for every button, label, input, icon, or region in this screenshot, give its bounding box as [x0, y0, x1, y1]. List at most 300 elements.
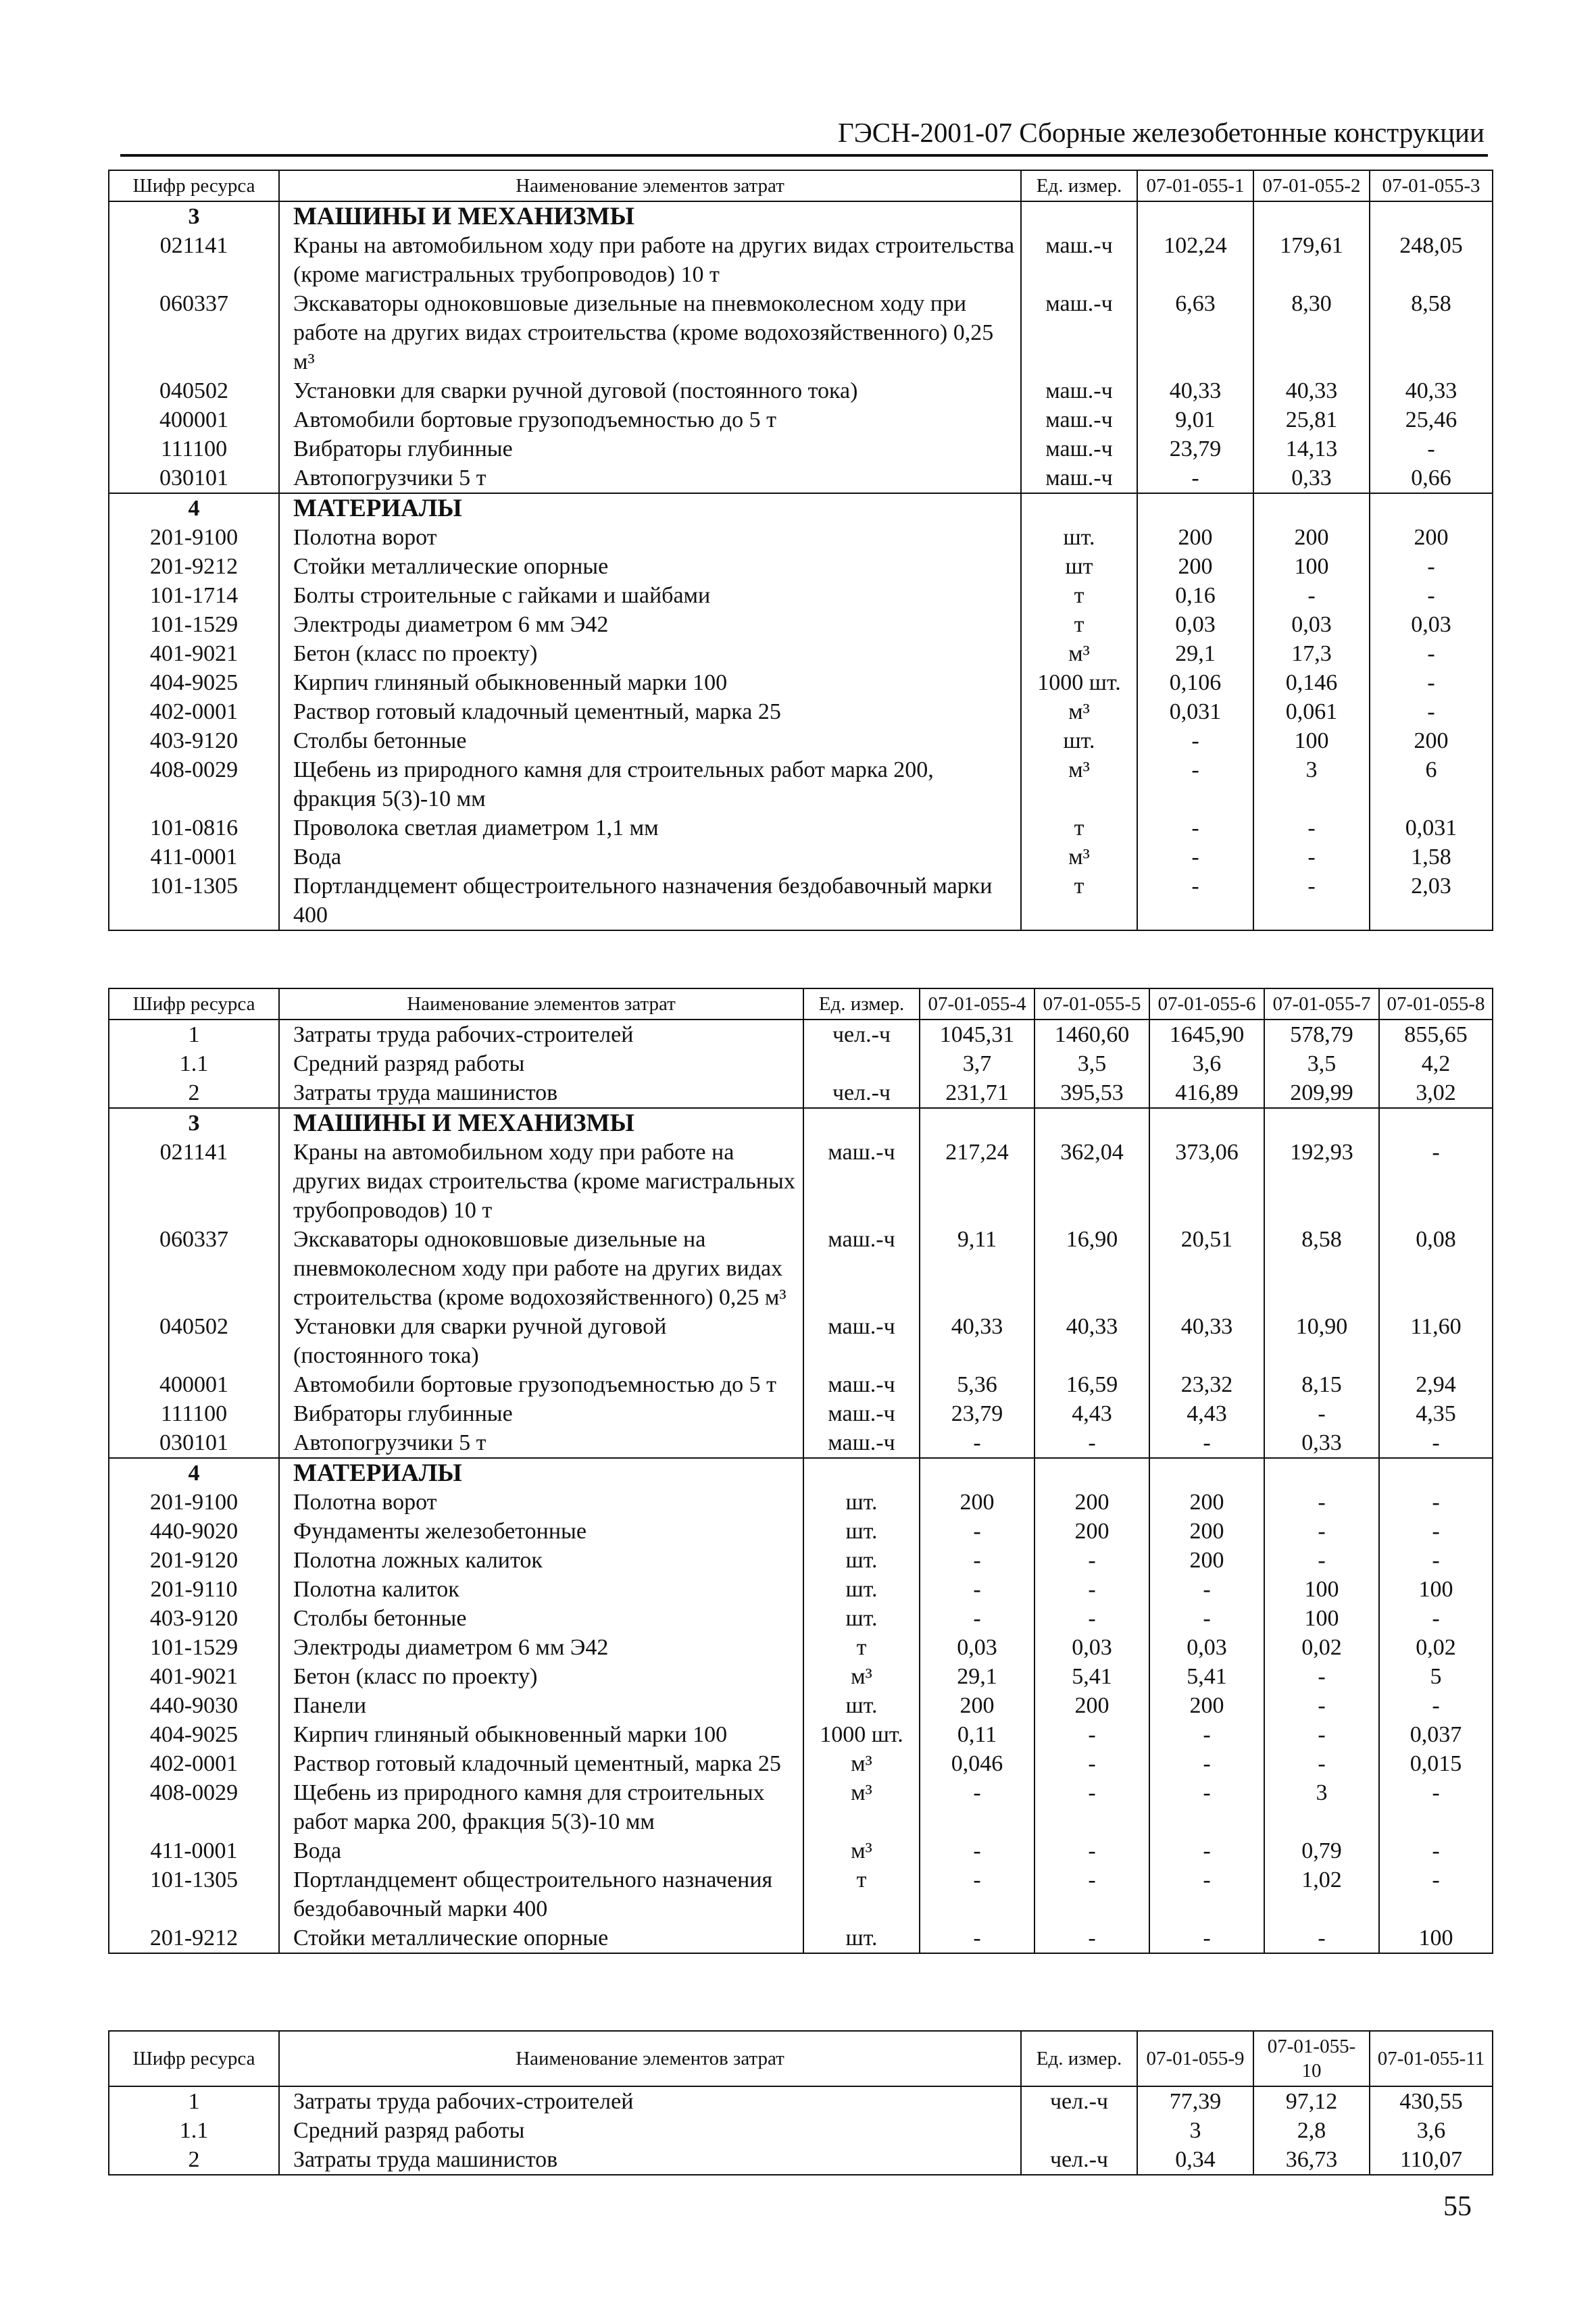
value-cell: 3,5 [1264, 1049, 1379, 1078]
value-cell: 16,59 [1034, 1370, 1149, 1399]
value-cell [1264, 1458, 1379, 1488]
table-row [109, 1225, 1493, 1312]
unit-cell: м³ [803, 1836, 920, 1865]
table-row [109, 1633, 1493, 1662]
resource-code-cell: 021141 [109, 231, 279, 289]
value-cell: 855,65 [1379, 1020, 1493, 1049]
unit-cell: м³ [1021, 639, 1137, 668]
column-header: Шифр ресурса [109, 988, 279, 1020]
value-cell: 200 [1034, 1691, 1149, 1720]
table-row [109, 1020, 1493, 1049]
value-cell: - [920, 1546, 1034, 1575]
table-row [109, 726, 1493, 755]
cost-name-cell: Полотна ворот [279, 1488, 803, 1517]
value-cell: - [920, 1923, 1034, 1953]
table-row [109, 1370, 1493, 1399]
resource-code-cell: 2 [109, 1078, 279, 1108]
cost-name-cell: Затраты труда рабочих-строителей [279, 2086, 1021, 2116]
value-cell: - [1149, 1865, 1264, 1923]
unit-cell [803, 1049, 920, 1078]
table-row [109, 872, 1493, 930]
value-cell: 416,89 [1149, 1078, 1264, 1108]
resource-code-cell: 404-9025 [109, 1720, 279, 1749]
column-header: Наименование элементов затрат [279, 170, 1021, 201]
table-row [109, 1749, 1493, 1778]
value-cell: 2,03 [1370, 872, 1493, 930]
value-cell: 16,90 [1034, 1225, 1149, 1312]
table-row [109, 2086, 1493, 2116]
value-cell: 209,99 [1264, 1078, 1379, 1108]
resource-code-cell: 404-9025 [109, 668, 279, 697]
value-cell: - [1149, 1720, 1264, 1749]
unit-cell: т [1021, 813, 1137, 842]
value-cell: 578,79 [1264, 1020, 1379, 1049]
value-cell: 100 [1253, 726, 1370, 755]
cost-name-cell: Кирпич глиняный обыкновенный марки 100 [279, 668, 1021, 697]
resource-code-cell: 030101 [109, 463, 279, 493]
value-cell: 40,33 [920, 1312, 1034, 1370]
table-row [109, 463, 1493, 493]
value-cell [1137, 201, 1253, 231]
header-rule [120, 154, 1488, 157]
value-cell: 20,51 [1149, 1225, 1264, 1312]
value-cell: 0,11 [920, 1720, 1034, 1749]
value-cell: 200 [1370, 523, 1493, 552]
value-cell: - [1379, 1865, 1493, 1923]
value-cell: - [1137, 726, 1253, 755]
column-header: 07-01-055-10 [1253, 2031, 1370, 2086]
value-cell: - [1034, 1865, 1149, 1923]
table-row [109, 1546, 1493, 1575]
value-cell: 1,02 [1264, 1865, 1379, 1923]
table-row [109, 639, 1493, 668]
resource-code-cell: 401-9021 [109, 1662, 279, 1691]
value-cell: 395,53 [1034, 1078, 1149, 1108]
table-row [109, 1662, 1493, 1691]
column-header: Ед. измер. [803, 988, 920, 1020]
table-row [109, 1399, 1493, 1428]
value-cell: 1645,90 [1149, 1020, 1264, 1049]
value-cell: 430,55 [1370, 2086, 1493, 2116]
value-cell: - [1034, 1604, 1149, 1633]
cost-name-cell: Болты строительные с гайками и шайбами [279, 581, 1021, 610]
unit-cell: шт. [803, 1691, 920, 1720]
column-header: 07-01-055-11 [1370, 2031, 1493, 2086]
unit-cell: т [1021, 610, 1137, 639]
resource-code-cell: 021141 [109, 1138, 279, 1225]
table-row [109, 289, 1493, 376]
table-row [109, 697, 1493, 726]
value-cell: 4,2 [1379, 1049, 1493, 1078]
value-cell: 100 [1379, 1923, 1493, 1953]
value-cell: 77,39 [1137, 2086, 1253, 2116]
value-cell: 6 [1370, 755, 1493, 813]
cost-name-cell: Раствор готовый кладочный цементный, марка 25 [279, 697, 1021, 726]
value-cell: 200 [1149, 1488, 1264, 1517]
value-cell: 0,03 [1034, 1633, 1149, 1662]
cost-name-cell: Установки для сварки ручной дуговой (постоянного тока) [279, 1312, 803, 1370]
unit-cell: маш.-ч [1021, 231, 1137, 289]
resource-code-cell: 060337 [109, 1225, 279, 1312]
value-cell: 3 [1253, 755, 1370, 813]
value-cell: - [1379, 1778, 1493, 1836]
value-cell: 0,03 [1149, 1633, 1264, 1662]
value-cell: 1,58 [1370, 842, 1493, 872]
resource-code-cell: 101-1305 [109, 1865, 279, 1923]
value-cell: - [1253, 581, 1370, 610]
value-cell [1379, 1458, 1493, 1488]
value-cell: 0,03 [1253, 610, 1370, 639]
table-row [109, 813, 1493, 842]
cost-name-cell: Установки для сварки ручной дуговой (постоянного тока) [279, 376, 1021, 405]
cost-name-cell: Щебень из природного камня для строительных работ марка 200, фракция 5(3)-10 мм [279, 1778, 803, 1836]
value-cell: - [1149, 1836, 1264, 1865]
unit-cell [1021, 493, 1137, 523]
resource-code-cell: 060337 [109, 289, 279, 376]
value-cell: 200 [1149, 1691, 1264, 1720]
value-cell: 2,8 [1253, 2116, 1370, 2145]
value-cell: - [1253, 872, 1370, 930]
value-cell: - [1149, 1575, 1264, 1604]
cost-name-cell: Электроды диаметром 6 мм Э42 [279, 610, 1021, 639]
value-cell: - [1034, 1778, 1149, 1836]
resource-table-1 [108, 170, 1493, 931]
value-cell: 8,58 [1264, 1225, 1379, 1312]
cost-name-cell: Экскаваторы одноковшовые дизельные на пневмоколесном ходу при работе на других видах строительства (кроме водохозяйственного) 0,25 м³ [279, 289, 1021, 376]
unit-cell: маш.-ч [1021, 405, 1137, 434]
cost-name-cell: Кирпич глиняный обыкновенный марки 100 [279, 1720, 803, 1749]
cost-name-cell: Бетон (класс по проекту) [279, 1662, 803, 1691]
cost-name-cell: Краны на автомобильном ходу при работе на других видах строительства (кроме магистральных трубопроводов) 10 т [279, 231, 1021, 289]
resource-code-cell: 4 [109, 1458, 279, 1488]
value-cell: 25,46 [1370, 405, 1493, 434]
table-row [109, 842, 1493, 872]
column-header: 07-01-055-4 [920, 988, 1034, 1020]
value-cell: - [1034, 1575, 1149, 1604]
cost-name-cell: Затраты труда машинистов [279, 2145, 1021, 2175]
column-header: Ед. измер. [1021, 2031, 1137, 2086]
unit-cell: чел.-ч [1021, 2086, 1137, 2116]
resource-code-cell: 101-0816 [109, 813, 279, 842]
value-cell: 100 [1264, 1604, 1379, 1633]
resource-code-cell: 403-9120 [109, 1604, 279, 1633]
value-cell: - [1379, 1138, 1493, 1225]
value-cell: 102,24 [1137, 231, 1253, 289]
value-cell: 100 [1379, 1575, 1493, 1604]
value-cell: 0,03 [1370, 610, 1493, 639]
value-cell: 8,15 [1264, 1370, 1379, 1399]
value-cell: - [920, 1836, 1034, 1865]
resource-code-cell: 402-0001 [109, 697, 279, 726]
table-row [109, 405, 1493, 434]
value-cell: 200 [1253, 523, 1370, 552]
resource-code-cell: 400001 [109, 405, 279, 434]
unit-cell: т [1021, 872, 1137, 930]
resource-code-cell: 201-9212 [109, 1923, 279, 1953]
value-cell: 5,36 [920, 1370, 1034, 1399]
resource-code-cell: 111100 [109, 434, 279, 463]
value-cell: - [1253, 813, 1370, 842]
value-cell: 40,33 [1370, 376, 1493, 405]
resource-code-cell: 101-1714 [109, 581, 279, 610]
table-row [109, 1778, 1493, 1836]
value-cell: - [1370, 552, 1493, 581]
value-cell [1370, 493, 1493, 523]
value-cell: - [1034, 1749, 1149, 1778]
column-header: 07-01-055-1 [1137, 170, 1253, 201]
cost-name-cell: Полотна калиток [279, 1575, 803, 1604]
value-cell: - [1149, 1749, 1264, 1778]
value-cell: 9,01 [1137, 405, 1253, 434]
value-cell: - [1137, 755, 1253, 813]
value-cell: - [1034, 1720, 1149, 1749]
value-cell [1264, 1108, 1379, 1138]
value-cell: - [1264, 1923, 1379, 1953]
unit-cell: т [803, 1865, 920, 1923]
table-row [109, 1923, 1493, 1953]
cost-name-cell: Затраты труда машинистов [279, 1078, 803, 1108]
value-cell: 0,02 [1264, 1633, 1379, 1662]
value-cell: 0,037 [1379, 1720, 1493, 1749]
resource-code-cell: 1.1 [109, 1049, 279, 1078]
resource-code-cell: 403-9120 [109, 726, 279, 755]
page-number: 55 [1443, 2191, 1472, 2222]
resource-code-cell: 440-9020 [109, 1517, 279, 1546]
value-cell: 29,1 [920, 1662, 1034, 1691]
table-row [109, 1575, 1493, 1604]
table-row [109, 1604, 1493, 1633]
unit-cell [1021, 201, 1137, 231]
unit-cell: маш.-ч [803, 1428, 920, 1458]
unit-cell: м³ [1021, 842, 1137, 872]
unit-cell: м³ [803, 1778, 920, 1836]
table-row [109, 581, 1493, 610]
value-cell [1379, 1108, 1493, 1138]
resource-code-cell: 3 [109, 201, 279, 231]
resource-code-cell: 408-0029 [109, 1778, 279, 1836]
unit-cell: маш.-ч [803, 1225, 920, 1312]
table-header-row [109, 2031, 1493, 2086]
cost-name-cell: Столбы бетонные [279, 726, 1021, 755]
value-cell: 23,79 [920, 1399, 1034, 1428]
table-row [109, 523, 1493, 552]
value-cell: - [1370, 639, 1493, 668]
cost-name-cell: Вода [279, 1836, 803, 1865]
value-cell: - [1370, 581, 1493, 610]
value-cell: 373,06 [1149, 1138, 1264, 1225]
resource-code-cell: 101-1529 [109, 610, 279, 639]
section-title-cell: МАТЕРИАЛЫ [279, 493, 1021, 523]
value-cell: 23,79 [1137, 434, 1253, 463]
table-header-row [109, 170, 1493, 201]
value-cell: - [1379, 1488, 1493, 1517]
resource-code-cell: 400001 [109, 1370, 279, 1399]
value-cell: 200 [920, 1488, 1034, 1517]
value-cell: 0,02 [1379, 1633, 1493, 1662]
cost-name-cell: Полотна ворот [279, 523, 1021, 552]
table-header-row [109, 988, 1493, 1020]
value-cell: 0,061 [1253, 697, 1370, 726]
table-row [109, 434, 1493, 463]
unit-cell: м³ [1021, 755, 1137, 813]
value-cell: - [1370, 668, 1493, 697]
resource-table-3 [108, 2030, 1493, 2175]
value-cell: 0,106 [1137, 668, 1253, 697]
table-row [109, 2145, 1493, 2175]
value-cell: - [1264, 1691, 1379, 1720]
unit-cell: м³ [803, 1662, 920, 1691]
value-cell: 17,3 [1253, 639, 1370, 668]
value-cell: 4,43 [1034, 1399, 1149, 1428]
resource-code-cell: 101-1529 [109, 1633, 279, 1662]
table-row [109, 1049, 1493, 1078]
value-cell: 0,08 [1379, 1225, 1493, 1312]
unit-cell: шт. [803, 1575, 920, 1604]
value-cell: 248,05 [1370, 231, 1493, 289]
cost-name-cell: Панели [279, 1691, 803, 1720]
value-cell: 0,34 [1137, 2145, 1253, 2175]
section-row [109, 1108, 1493, 1138]
table-row [109, 1865, 1493, 1923]
unit-cell: 1000 шт. [803, 1720, 920, 1749]
value-cell: - [1034, 1836, 1149, 1865]
resource-code-cell: 201-9120 [109, 1546, 279, 1575]
resource-code-cell: 1 [109, 2086, 279, 2116]
unit-cell: чел.-ч [803, 1078, 920, 1108]
value-cell: 231,71 [920, 1078, 1034, 1108]
resource-code-cell: 1 [109, 1020, 279, 1049]
value-cell: - [920, 1778, 1034, 1836]
value-cell: - [1149, 1428, 1264, 1458]
unit-cell: 1000 шт. [1021, 668, 1137, 697]
value-cell: - [1264, 1399, 1379, 1428]
resource-code-cell: 040502 [109, 376, 279, 405]
value-cell: 4,43 [1149, 1399, 1264, 1428]
table-row [109, 1517, 1493, 1546]
unit-cell: шт. [803, 1546, 920, 1575]
value-cell [920, 1108, 1034, 1138]
value-cell: 0,33 [1253, 463, 1370, 493]
section-title-cell: МАШИНЫ И МЕХАНИЗМЫ [279, 1108, 803, 1138]
value-cell: 6,63 [1137, 289, 1253, 376]
column-header: Шифр ресурса [109, 170, 279, 201]
value-cell: 8,58 [1370, 289, 1493, 376]
cost-name-cell: Раствор готовый кладочный цементный, марка 25 [279, 1749, 803, 1778]
value-cell: 3 [1264, 1778, 1379, 1836]
value-cell: 36,73 [1253, 2145, 1370, 2175]
value-cell: 0,66 [1370, 463, 1493, 493]
cost-name-cell: Столбы бетонные [279, 1604, 803, 1633]
value-cell: 3,7 [920, 1049, 1034, 1078]
value-cell: - [1149, 1923, 1264, 1953]
resource-code-cell: 411-0001 [109, 842, 279, 872]
document-header-title: ГЭСН-2001-07 Сборные железобетонные конструкции [838, 117, 1485, 148]
unit-cell [803, 1108, 920, 1138]
value-cell: 40,33 [1253, 376, 1370, 405]
cost-name-cell: Затраты труда рабочих-строителей [279, 1020, 803, 1049]
cost-name-cell: Средний разряд работы [279, 1049, 803, 1078]
unit-cell: чел.-ч [803, 1020, 920, 1049]
table-row [109, 1138, 1493, 1225]
value-cell [1149, 1108, 1264, 1138]
value-cell: - [1370, 434, 1493, 463]
column-header: 07-01-055-6 [1149, 988, 1264, 1020]
value-cell [1034, 1108, 1149, 1138]
column-header: Ед. измер. [1021, 170, 1137, 201]
table-row [109, 1488, 1493, 1517]
resource-code-cell: 408-0029 [109, 755, 279, 813]
unit-cell [803, 1458, 920, 1488]
value-cell: 0,146 [1253, 668, 1370, 697]
cost-name-cell: Фундаменты железобетонные [279, 1517, 803, 1546]
value-cell: - [1379, 1428, 1493, 1458]
value-cell: 5,41 [1034, 1662, 1149, 1691]
value-cell: 200 [1034, 1517, 1149, 1546]
resource-code-cell: 4 [109, 493, 279, 523]
resource-code-cell: 3 [109, 1108, 279, 1138]
value-cell: - [1264, 1749, 1379, 1778]
value-cell [920, 1458, 1034, 1488]
unit-cell: маш.-ч [803, 1138, 920, 1225]
value-cell: - [1264, 1720, 1379, 1749]
value-cell: - [920, 1865, 1034, 1923]
value-cell: 40,33 [1137, 376, 1253, 405]
resource-code-cell: 040502 [109, 1312, 279, 1370]
value-cell: 0,03 [920, 1633, 1034, 1662]
value-cell: - [1379, 1517, 1493, 1546]
table-row [109, 1428, 1493, 1458]
unit-cell: маш.-ч [1021, 434, 1137, 463]
table-row [109, 755, 1493, 813]
value-cell: - [1264, 1488, 1379, 1517]
value-cell: 1460,60 [1034, 1020, 1149, 1049]
resource-code-cell: 030101 [109, 1428, 279, 1458]
value-cell: - [1264, 1546, 1379, 1575]
value-cell: 40,33 [1034, 1312, 1149, 1370]
value-cell: - [1149, 1604, 1264, 1633]
column-header: 07-01-055-2 [1253, 170, 1370, 201]
resource-code-cell: 201-9100 [109, 523, 279, 552]
value-cell: - [1379, 1691, 1493, 1720]
value-cell: 0,031 [1370, 813, 1493, 842]
table-row [109, 1312, 1493, 1370]
value-cell: 200 [1137, 523, 1253, 552]
cost-name-cell: Портландцемент общестроительного назначения бездобавочный марки 400 [279, 1865, 803, 1923]
unit-cell: маш.-ч [1021, 463, 1137, 493]
cost-name-cell: Автомобили бортовые грузоподъемностью до 5 т [279, 405, 1021, 434]
cost-name-cell: Автопогрузчики 5 т [279, 1428, 803, 1458]
resource-code-cell: 402-0001 [109, 1749, 279, 1778]
unit-cell: маш.-ч [803, 1312, 920, 1370]
value-cell: 29,1 [1137, 639, 1253, 668]
table-row [109, 1720, 1493, 1749]
column-header: 07-01-055-3 [1370, 170, 1493, 201]
cost-name-cell: Средний разряд работы [279, 2116, 1021, 2145]
resource-code-cell: 1.1 [109, 2116, 279, 2145]
value-cell [1149, 1458, 1264, 1488]
column-header: 07-01-055-5 [1034, 988, 1149, 1020]
cost-name-cell: Автопогрузчики 5 т [279, 463, 1021, 493]
value-cell: - [1137, 813, 1253, 842]
cost-name-cell: Вибраторы глубинные [279, 434, 1021, 463]
unit-cell: маш.-ч [803, 1370, 920, 1399]
value-cell: 0,79 [1264, 1836, 1379, 1865]
value-cell: - [1137, 463, 1253, 493]
value-cell: 200 [920, 1691, 1034, 1720]
value-cell: 3,5 [1034, 1049, 1149, 1078]
unit-cell [1021, 2116, 1137, 2145]
value-cell [1370, 201, 1493, 231]
